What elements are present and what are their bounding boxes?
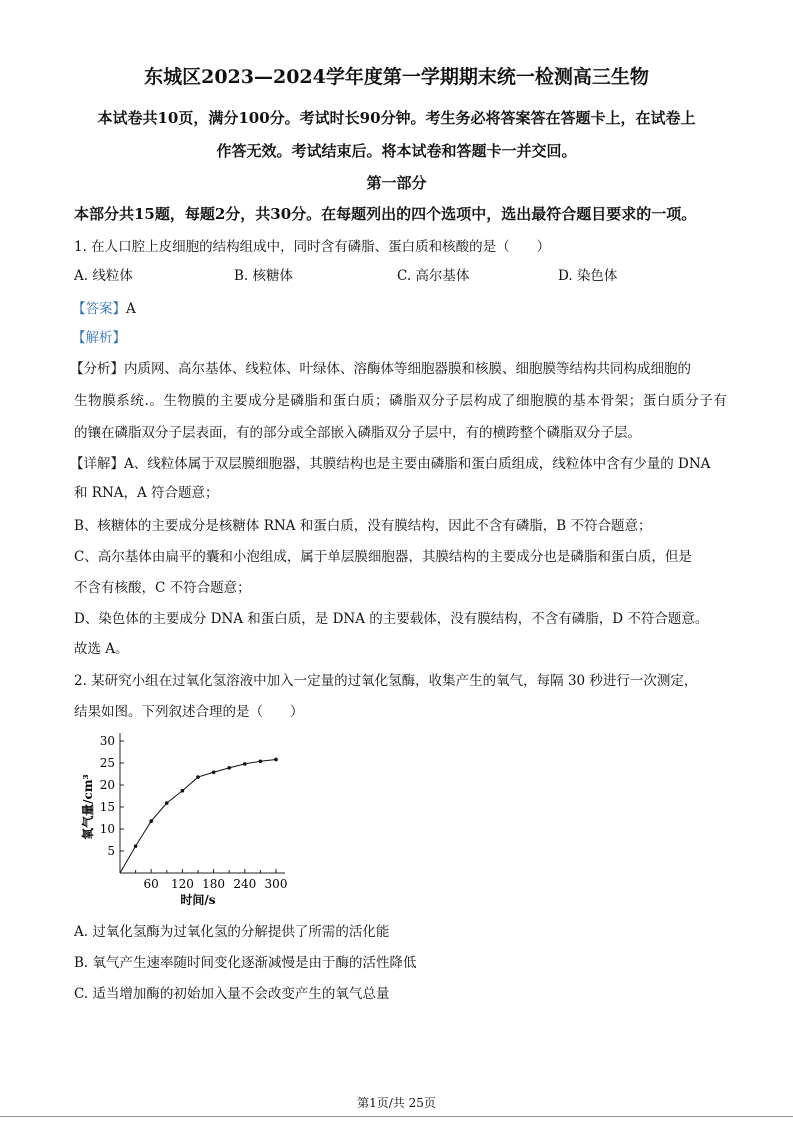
y-tick-label: 20: [99, 778, 115, 792]
page-title: 东城区2023—2024学年度第一学期期末统一检测高三生物: [144, 66, 649, 88]
y-tick-label: 5: [107, 844, 115, 858]
data-point: [243, 762, 247, 766]
analysis-line: 的镶在磷脂双分子层表面，有的部分或全部嵌入磷脂双分子层中，有的横跨整个磷脂双分子层。: [74, 425, 641, 441]
q2-option-b: B. 氧气产生速率随时间变化逐渐减慢是由于酶的活性降低: [74, 955, 417, 971]
q1-option-a: A. 线粒体: [74, 268, 133, 284]
data-point: [181, 789, 185, 793]
part-title: 第一部分: [366, 174, 427, 192]
data-point: [134, 844, 138, 848]
data-point: [274, 758, 278, 762]
data-point: [227, 766, 231, 770]
answer-row: [72, 297, 136, 317]
q2-stem-line-2: 结果如图。下列叙述合理的是（ ）: [74, 704, 304, 720]
footer-divider: [0, 1116, 793, 1117]
analysis-line: C、高尔基体由扁平的囊和小泡组成，属于单层膜细胞器，其膜结构的主要成分也是磷脂和蛋白质，但是: [74, 549, 692, 565]
analysis-line: 不含有核酸，C 不符合题意；: [74, 580, 251, 596]
oxygen-chart: [70, 725, 300, 910]
x-tick-label: 240: [233, 877, 257, 891]
y-tick-label: 30: [99, 734, 115, 748]
analysis-label: 【解析】: [72, 330, 126, 346]
analysis-line: B、核糖体的主要成分是核糖体 RNA 和蛋白质，没有膜结构，因此不含有磷脂，B 不符合题意；: [74, 518, 652, 534]
analysis-line: D、染色体的主要成分 DNA 和蛋白质，是 DNA 的主要载体，没有膜结构，不含有磷脂，D 不符合题意。: [74, 611, 709, 627]
data-point: [149, 819, 153, 823]
q1-option-b: B. 核糖体: [234, 268, 294, 284]
q1-option-d: D. 染色体: [558, 268, 618, 284]
y-tick-label: 25: [99, 756, 115, 770]
y-tick-label: 10: [99, 822, 115, 836]
x-tick-label: 60: [143, 877, 159, 891]
q1-stem: 1. 在人口腔上皮细胞的结构组成中，同时含有磷脂、蛋白质和核酸的是（ ）: [74, 239, 551, 255]
data-point: [259, 759, 263, 763]
analysis-line: 和 RNA，A 符合题意；: [74, 485, 219, 501]
answer-value: A: [126, 301, 136, 317]
x-tick-label: 120: [170, 877, 194, 891]
instructions-line-2: 作答无效。考试结束后。将本试卷和答题卡一并交回。: [216, 142, 577, 160]
x-tick-label: 180: [202, 877, 226, 891]
analysis-line: 生物膜系统.。生物膜的主要成分是磷脂和蛋白质；磷脂双分子层构成了细胞膜的基本骨架；蛋白质分子有: [74, 393, 728, 409]
x-axis-label: 时间/s: [180, 893, 216, 907]
data-point: [165, 801, 169, 805]
x-tick-label: 300: [264, 877, 288, 891]
analysis-line: 【分析】内质网、高尔基体、线粒体、叶绿体、溶酶体等细胞器膜和核膜、细胞膜等结构共同构成细胞的: [70, 361, 691, 377]
q2-stem-line-1: 2. 某研究小组在过氧化氢溶液中加入一定量的过氧化氢酶，收集产生的氧气，每隔 30 秒进行一次测定，: [74, 673, 698, 689]
y-axis-label: 氧气量/cm³: [81, 774, 95, 840]
analysis-line: 【详解】A、线粒体属于双层膜细胞器，其膜结构也是主要由磷脂和蛋白质组成，线粒体中含有少量的 DNA: [70, 456, 711, 472]
q2-option-a: A. 过氧化氢酶为过氧化氢的分解提供了所需的活化能: [74, 924, 390, 940]
analysis-line: 故选 A。: [74, 641, 129, 657]
page-footer: 第1页/共 25页: [357, 1096, 436, 1110]
instructions-line-1: 本试卷共10页，满分100分。考试时长90分钟。考生务必将答案答在答题卡上，在试卷上: [97, 109, 696, 127]
data-point: [212, 770, 216, 774]
part-description: 本部分共15题，每题2分，共30分。在每题列出的四个选项中，选出最符合题目要求的一项。: [74, 205, 697, 223]
answer-label: 【答案】: [72, 301, 126, 317]
y-tick-label: 15: [99, 800, 115, 814]
q2-option-c: C. 适当增加酶的初始加入量不会改变产生的氧气总量: [74, 986, 390, 1002]
data-point: [196, 775, 200, 779]
q1-option-c: C. 高尔基体: [397, 268, 470, 284]
